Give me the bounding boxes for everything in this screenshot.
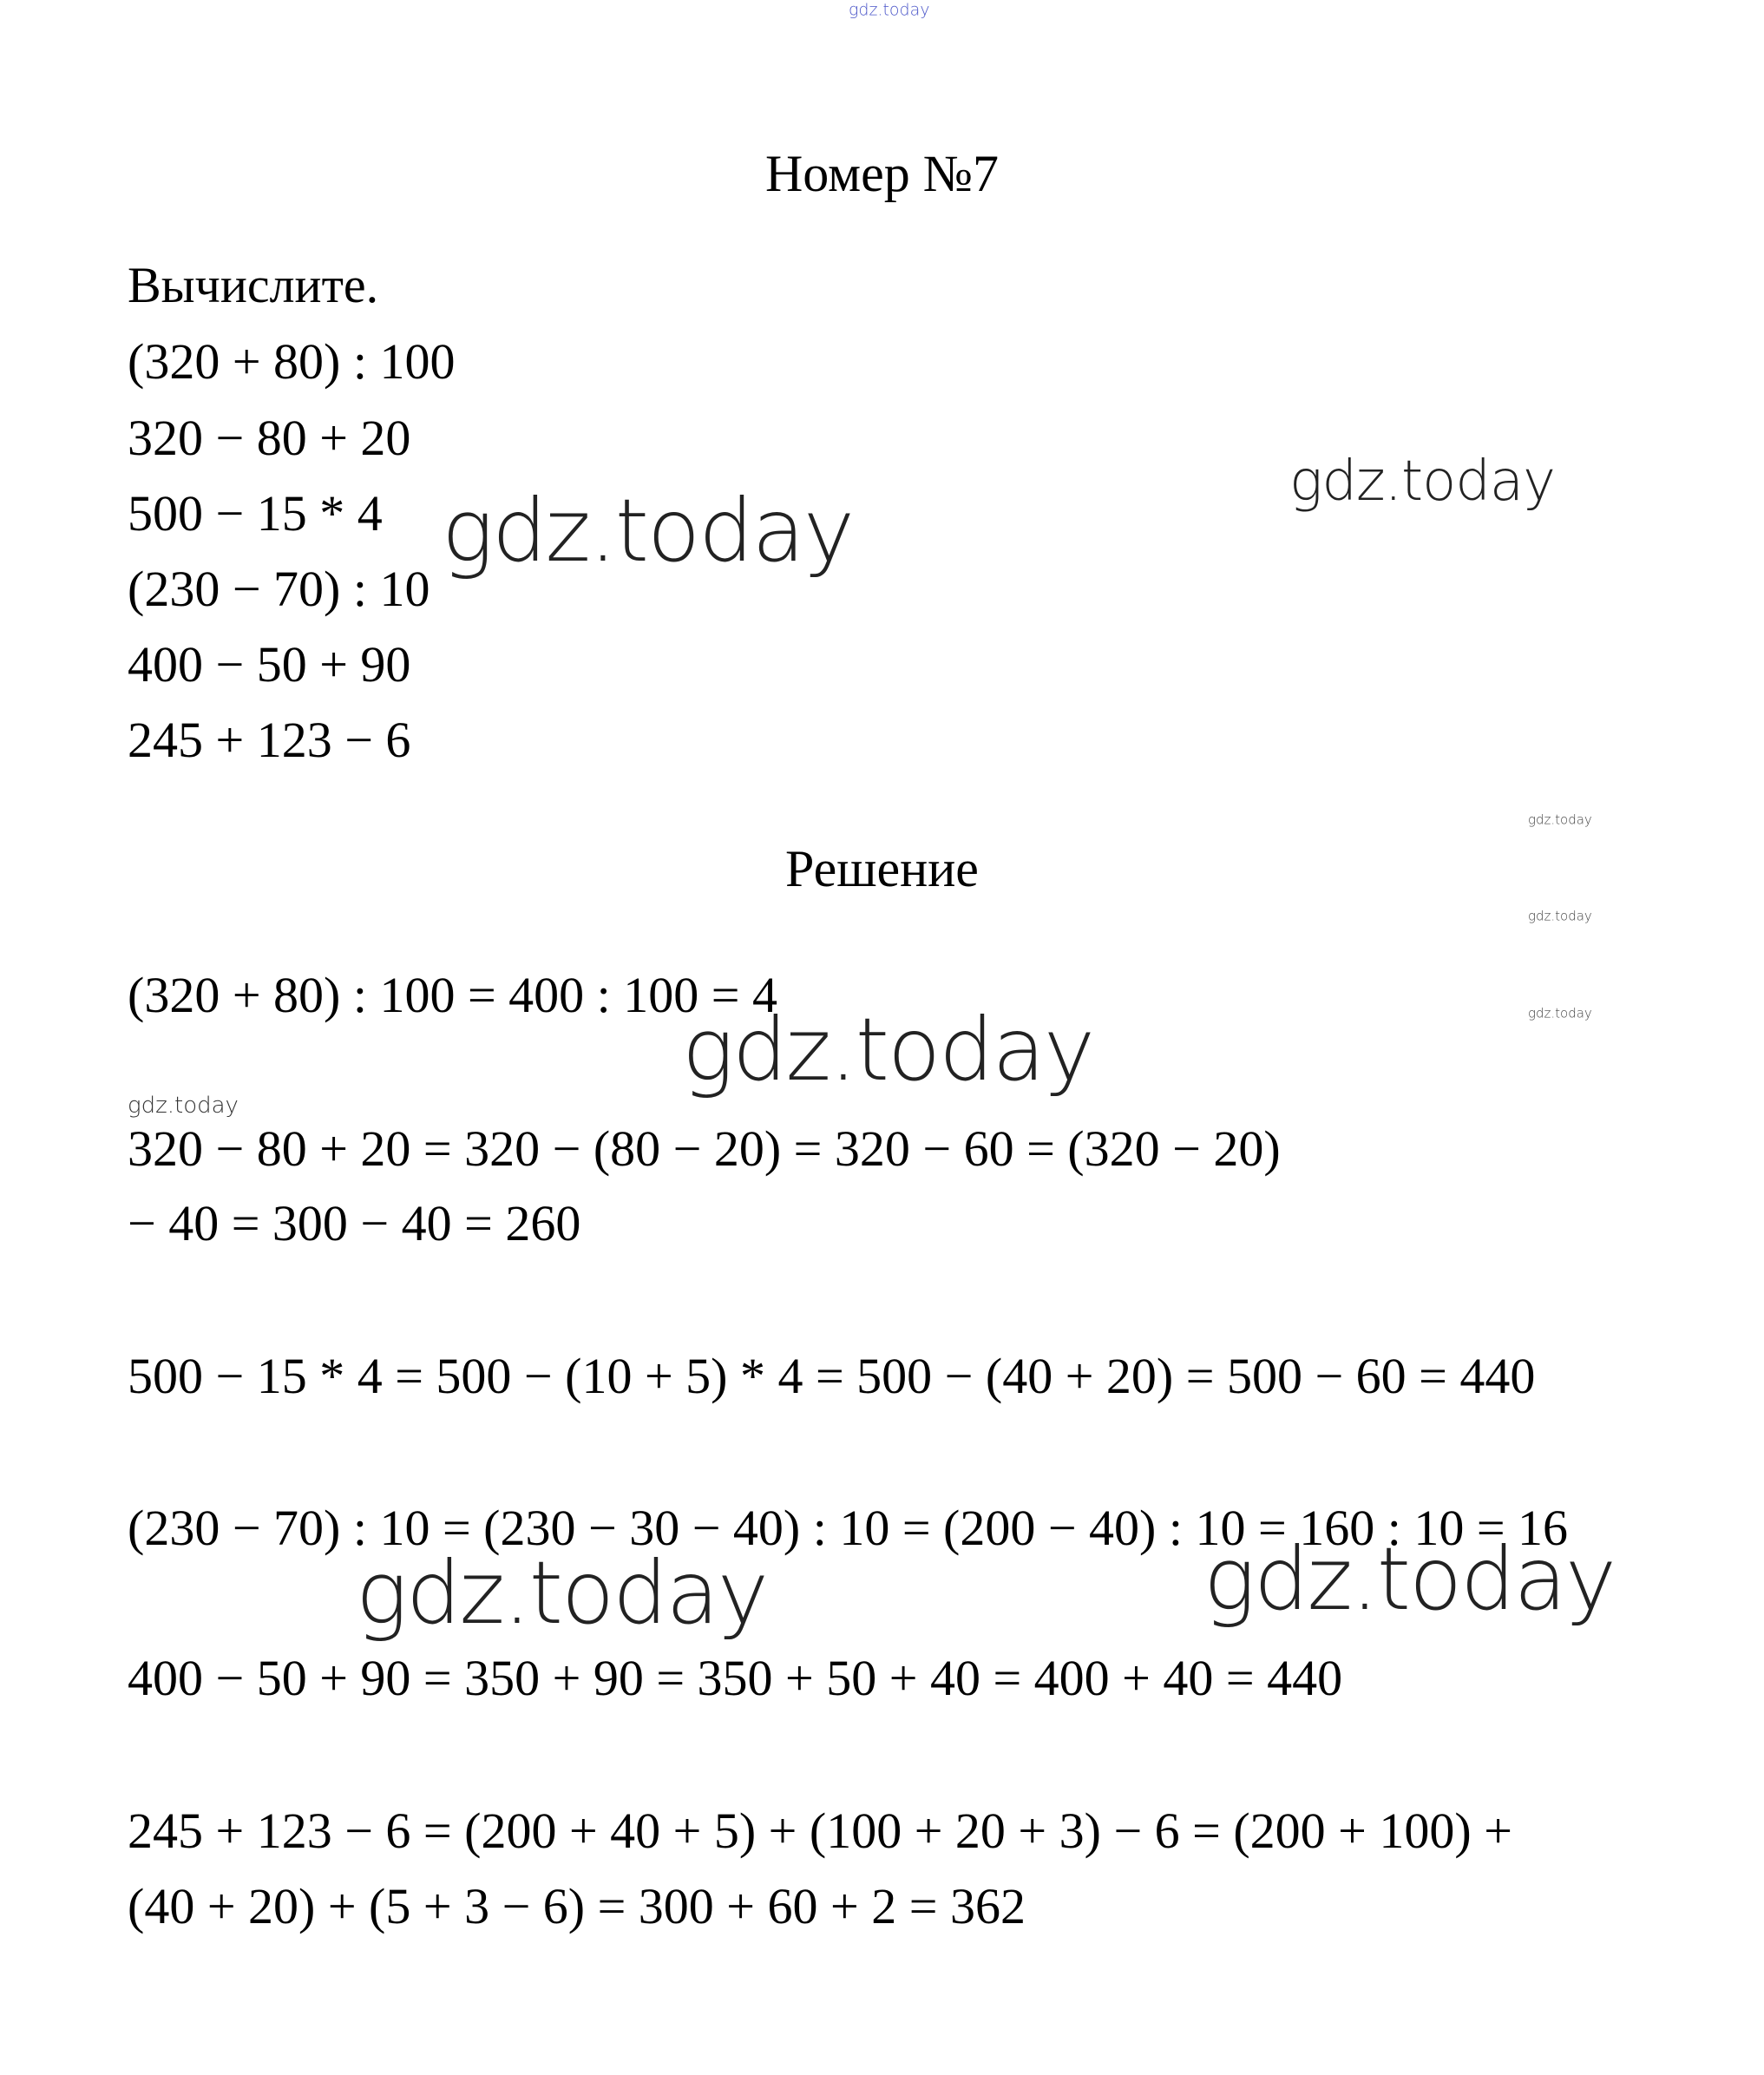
task-item: (320 + 80) : 100 xyxy=(128,333,456,390)
solution-line: 400 − 50 + 90 = 350 + 90 = 350 + 50 + 40 = 400 + 40 = 440 xyxy=(128,1650,1343,1706)
solution-line: − 40 = 300 − 40 = 260 xyxy=(128,1195,581,1251)
task-item: 320 − 80 + 20 xyxy=(128,410,411,466)
watermark: gdz.today xyxy=(356,1542,768,1644)
task-item: 400 − 50 + 90 xyxy=(128,636,411,693)
watermark: gdz.today xyxy=(128,1093,239,1119)
watermark-top: gdz.today xyxy=(849,0,930,20)
watermark: gdz.today xyxy=(1528,1005,1592,1021)
solution-heading: Решение xyxy=(785,840,979,897)
solution-line: (230 − 70) : 10 = (230 − 30 − 40) : 10 = (200 − 40) : 10 = 160 : 10 = 16 xyxy=(128,1500,1569,1556)
solution-line: 245 + 123 − 6 = (200 + 40 + 5) + (100 + 20 + 3) − 6 = (200 + 100) + xyxy=(128,1802,1512,1859)
task-item: 500 − 15 * 4 xyxy=(128,485,383,542)
solution-line: 500 − 15 * 4 = 500 − (10 + 5) * 4 = 500 − (40 + 20) = 500 − 60 = 440 xyxy=(128,1348,1536,1404)
watermark: gdz.today xyxy=(1528,811,1592,828)
task-item: (230 − 70) : 10 xyxy=(128,561,430,617)
watermark: gdz.today xyxy=(1289,450,1555,514)
watermark: gdz.today xyxy=(1528,908,1592,924)
solution-line: 320 − 80 + 20 = 320 − (80 − 20) = 320 − 60 = (320 − 20) xyxy=(128,1120,1281,1177)
watermark: gdz.today xyxy=(682,999,1094,1100)
page-title: Номер №7 xyxy=(764,145,1000,202)
task-prompt: Вычислите. xyxy=(128,257,379,313)
task-item: 245 + 123 − 6 xyxy=(128,712,411,768)
watermark: gdz.today xyxy=(442,480,854,581)
watermark: gdz.today xyxy=(1203,1528,1616,1630)
solution-line: (320 + 80) : 100 = 400 : 100 = 4 xyxy=(128,967,777,1023)
solution-line: (40 + 20) + (5 + 3 − 6) = 300 + 60 + 2 = 362 xyxy=(128,1878,1026,1934)
